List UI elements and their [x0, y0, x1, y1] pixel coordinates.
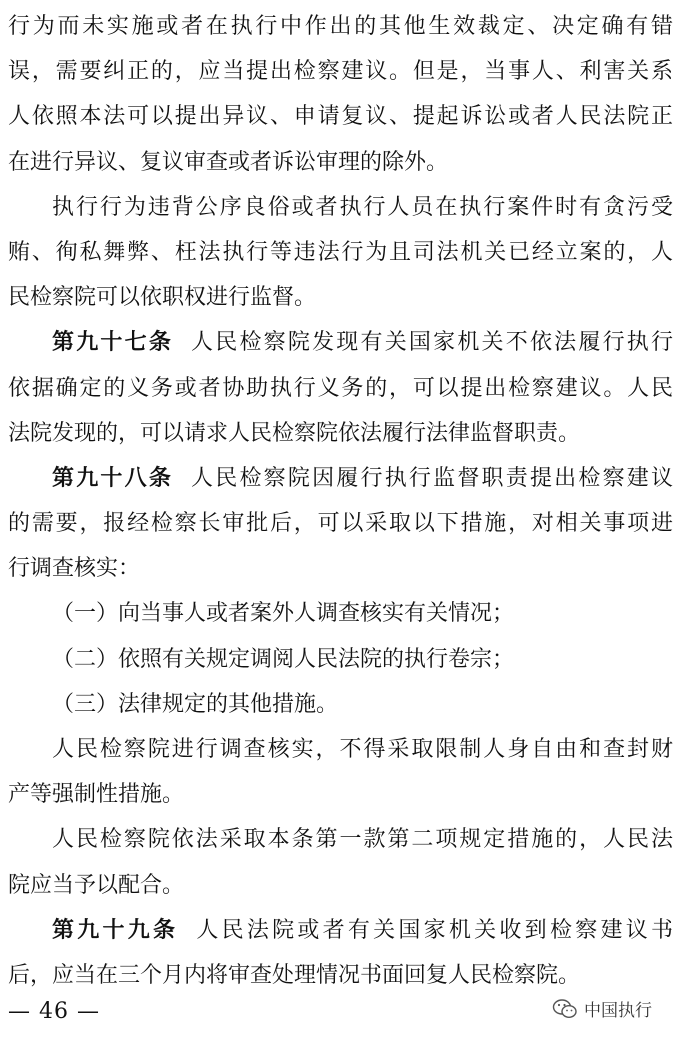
line-text: 在进行异议、复议审查或者诉讼审理的除外。 — [8, 149, 449, 175]
line-text: 人民检察院进行调查核实，不得采取限制人身自由和查封财 — [52, 737, 673, 762]
line-text: 的需要，报经检察长审批后，可以采取以下措施，对相关事项进 — [8, 511, 673, 537]
text-line — [8, 637, 673, 682]
text-line — [8, 591, 673, 636]
text-line — [8, 908, 673, 953]
text-line — [8, 727, 673, 772]
line-text: 人依照本法可以提出异议、申请复议、提起诉讼或者人民法院正 — [8, 104, 673, 130]
text-line — [8, 94, 673, 139]
text-line — [8, 49, 673, 94]
line-text: 人民检察院因履行执行监督职责提出检察建议 — [191, 465, 673, 491]
article-heading: 第九十七条 — [52, 329, 174, 356]
line-text: 产等强制性措施。 — [8, 782, 185, 808]
text-line — [8, 682, 673, 727]
line-text: 行调查核实： — [8, 556, 141, 582]
watermark — [552, 996, 652, 1021]
text-line — [8, 4, 673, 49]
line-text: （三）法律规定的其他措施。 — [52, 691, 339, 717]
text-line — [8, 140, 673, 185]
line-text: 人民检察院依法采取本条第一款第二项规定措施的，人民法 — [52, 827, 673, 853]
text-line — [8, 320, 673, 365]
page-number: — 46 — — [8, 999, 100, 1024]
page-footer — [0, 994, 678, 1034]
text-line — [8, 863, 673, 908]
text-line — [8, 953, 673, 998]
line-text: 法院发现的，可以请求人民检察院依法履行法律监督职责。 — [8, 420, 581, 446]
text-line — [8, 501, 673, 546]
text-line — [8, 185, 673, 230]
article-heading: 第九十八条 — [52, 464, 174, 491]
line-text: 行为而未实施或者在执行中作出的其他生效裁定、决定确有错 — [8, 14, 673, 39]
line-text: 院应当予以配合。 — [8, 872, 185, 898]
text-line — [8, 275, 673, 320]
text-line — [8, 546, 673, 591]
line-text: （二）依照有关规定调阅人民法院的执行卷宗； — [52, 646, 515, 672]
wechat-icon — [552, 998, 578, 1020]
line-text: 人民法院或者有关国家机关收到检察建议书 — [196, 917, 673, 943]
text-line — [8, 817, 673, 862]
document-body — [8, 4, 673, 998]
line-text: （一）向当事人或者案外人调查核实有关情况； — [52, 601, 515, 627]
text-line — [8, 772, 673, 817]
article-heading: 第九十九条 — [52, 916, 179, 943]
line-text: 人民检察院发现有关国家机关不依法履行执行 — [191, 330, 673, 356]
line-text: 后，应当在三个月内将审查处理情况书面回复人民检察院。 — [8, 962, 581, 988]
line-text: 执行行为违背公序良俗或者执行人员在执行案件时有贪污受 — [52, 194, 673, 220]
text-line — [8, 456, 673, 501]
line-text: 贿、徇私舞弊、枉法执行等违法行为且司法机关已经立案的，人 — [8, 239, 673, 265]
line-text: 依据确定的义务或者协助执行义务的，可以提出检察建议。人民 — [8, 375, 673, 401]
watermark-label: 中国执行 — [584, 1001, 652, 1021]
text-line — [8, 366, 673, 411]
line-text: 误，需要纠正的，应当提出检察建议。但是，当事人、利害关系 — [8, 59, 673, 85]
text-line — [8, 411, 673, 456]
line-text: 民检察院可以依职权进行监督。 — [8, 285, 317, 311]
text-line — [8, 230, 673, 275]
